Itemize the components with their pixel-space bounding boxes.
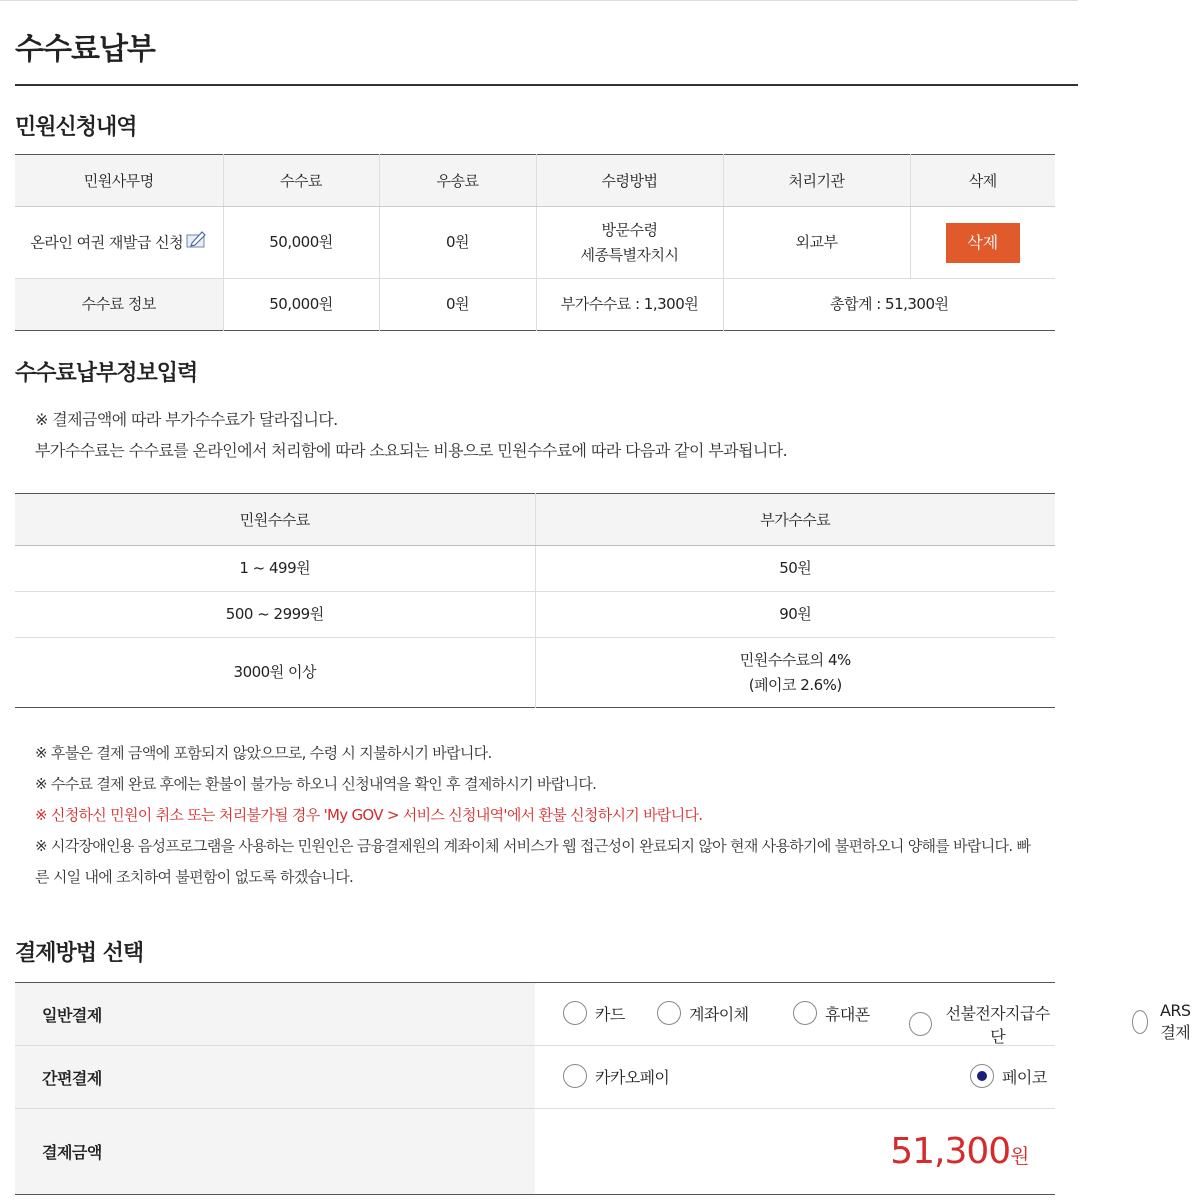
payment-amount-row xyxy=(15,1109,1055,1195)
fee-range: 1 ~ 499원 xyxy=(15,546,535,592)
extra-fee-table xyxy=(15,493,1055,708)
option-ars[interactable]: ARS결제 xyxy=(1132,1001,1194,1043)
application-row xyxy=(15,207,1055,279)
header-cell: 우송료 xyxy=(379,155,536,207)
header-cell: 수령방법 xyxy=(536,155,723,207)
edit-icon[interactable] xyxy=(185,229,207,257)
general-payment-label: 일반결제 xyxy=(15,983,535,1046)
header-cell: 민원사무명 xyxy=(15,155,223,207)
application-section-title: 민원신청내역 xyxy=(15,115,137,140)
header-cell: 삭제 xyxy=(910,155,1055,207)
fee-info-extra: 부가수수료 : 1,300원 xyxy=(536,279,723,331)
service-name: 온라인 여권 재발급 신청 xyxy=(30,233,184,251)
radio-circle[interactable] xyxy=(793,1001,817,1025)
general-payment-options xyxy=(535,983,1191,1046)
general-payment-row xyxy=(15,983,1055,1046)
extra-fee: 90원 xyxy=(535,592,1055,638)
simple-payment-label: 간편결제 xyxy=(15,1046,535,1109)
postage-cell: 0원 xyxy=(379,207,536,279)
fee-info-row xyxy=(15,279,1055,331)
fee-info-label: 수수료 정보 xyxy=(15,279,223,331)
table-row xyxy=(15,592,1055,638)
radio-circle[interactable] xyxy=(563,1064,587,1088)
fee-notice-line2: 부가수수료는 수수료를 온라인에서 처리함에 따라 소요되는 비용으로 민원수수료에 따라 다음과 같이 부과됩니다. xyxy=(35,441,788,460)
radio-circle[interactable] xyxy=(909,1012,932,1036)
radio-circle[interactable] xyxy=(563,1001,587,1025)
fee-range: 3000원 이상 xyxy=(15,638,535,708)
fee-info-fee: 50,000원 xyxy=(223,279,379,331)
extra-fee-payco: (페이코 2.6%) xyxy=(748,675,842,694)
payment-amount-label: 결제금액 xyxy=(15,1109,535,1195)
extra-fee: 민원수수료의 4% xyxy=(739,650,851,669)
delete-cell xyxy=(910,207,1055,279)
fee-cell: 50,000원 xyxy=(223,207,379,279)
table-row xyxy=(15,546,1055,592)
extra-fee-cell xyxy=(535,638,1055,708)
note-item: ※ 후불은 결제 금액에 포함되지 않았으므로, 수령 시 지불하시기 바랍니다. xyxy=(35,744,492,762)
payment-amount-cell xyxy=(535,1109,1055,1195)
fee-info-postage: 0원 xyxy=(379,279,536,331)
application-table xyxy=(15,154,1055,331)
option-card[interactable]: 카드 xyxy=(563,1001,625,1025)
page-title: 수수료납부 xyxy=(15,32,155,67)
agency-cell: 외교부 xyxy=(723,207,910,279)
fee-info-total: 총합계 : 51,300원 xyxy=(829,295,949,313)
option-kakaopay[interactable]: 카카오페이 xyxy=(563,1064,669,1088)
payment-table xyxy=(15,982,1191,1195)
option-account-transfer[interactable]: 계좌이체 xyxy=(657,1001,748,1025)
header-cell: 부가수수료 xyxy=(535,494,1055,546)
radio-circle-selected[interactable] xyxy=(970,1064,994,1088)
notes-list xyxy=(35,738,1035,893)
payment-section-title: 결제방법 선택 xyxy=(15,941,144,966)
title-rule xyxy=(15,84,1078,86)
receive-method-cell xyxy=(536,207,723,279)
payment-amount-unit: 원 xyxy=(1010,1144,1029,1168)
radio-circle[interactable] xyxy=(657,1001,681,1025)
table-row xyxy=(15,638,1055,708)
header-cell: 민원수수료 xyxy=(15,494,535,546)
option-mobile[interactable]: 휴대폰 xyxy=(793,1001,870,1025)
fee-notice-line1: ※ 결제금액에 따라 부가수수료가 달라집니다. xyxy=(35,410,338,429)
header-cell: 처리기관 xyxy=(723,155,910,207)
top-rule xyxy=(0,0,1078,1)
option-payco[interactable]: 페이코 xyxy=(970,1064,1047,1088)
option-prepaid[interactable]: 선불전자지급수단 xyxy=(909,1001,1055,1047)
receive-method: 방문수령 xyxy=(601,220,658,239)
payment-amount: 51,300 xyxy=(890,1131,1011,1172)
simple-payment-options xyxy=(535,1046,1055,1108)
simple-payment-row xyxy=(15,1046,1055,1109)
fee-range: 500 ~ 2999원 xyxy=(15,592,535,638)
extra-fee-header-row xyxy=(15,494,1055,546)
fee-info-section-title: 수수료납부정보입력 xyxy=(15,361,198,386)
service-name-cell xyxy=(15,207,223,279)
header-cell: 수수료 xyxy=(223,155,379,207)
radio-circle[interactable] xyxy=(1132,1010,1148,1034)
note-item: ※ 수수료 결제 완료 후에는 환불이 불가능 하오니 신청내역을 확인 후 결제하시기 바랍니다. xyxy=(35,775,597,793)
extra-fee: 50원 xyxy=(535,546,1055,592)
delete-button[interactable]: 삭제 xyxy=(946,223,1020,263)
note-item: ※ 시각장애인용 음성프로그램을 사용하는 민원인은 금융결제원의 계좌이체 서비스가 웹 접근성이 완료되지 않아 현재 사용하기에 불편하오니 양해를 바랍니다. 빠른 시일 내에 조치하여 불편함이 없도록 하겠습니다. xyxy=(35,837,1031,886)
application-header-row xyxy=(15,155,1055,207)
note-item-refund: ※ 신청하신 민원이 취소 또는 처리불가될 경우 'My GOV > 서비스 신청내역'에서 환불 신청하시기 바랍니다. xyxy=(35,806,703,824)
receive-location: 세종특별자치시 xyxy=(580,245,679,264)
